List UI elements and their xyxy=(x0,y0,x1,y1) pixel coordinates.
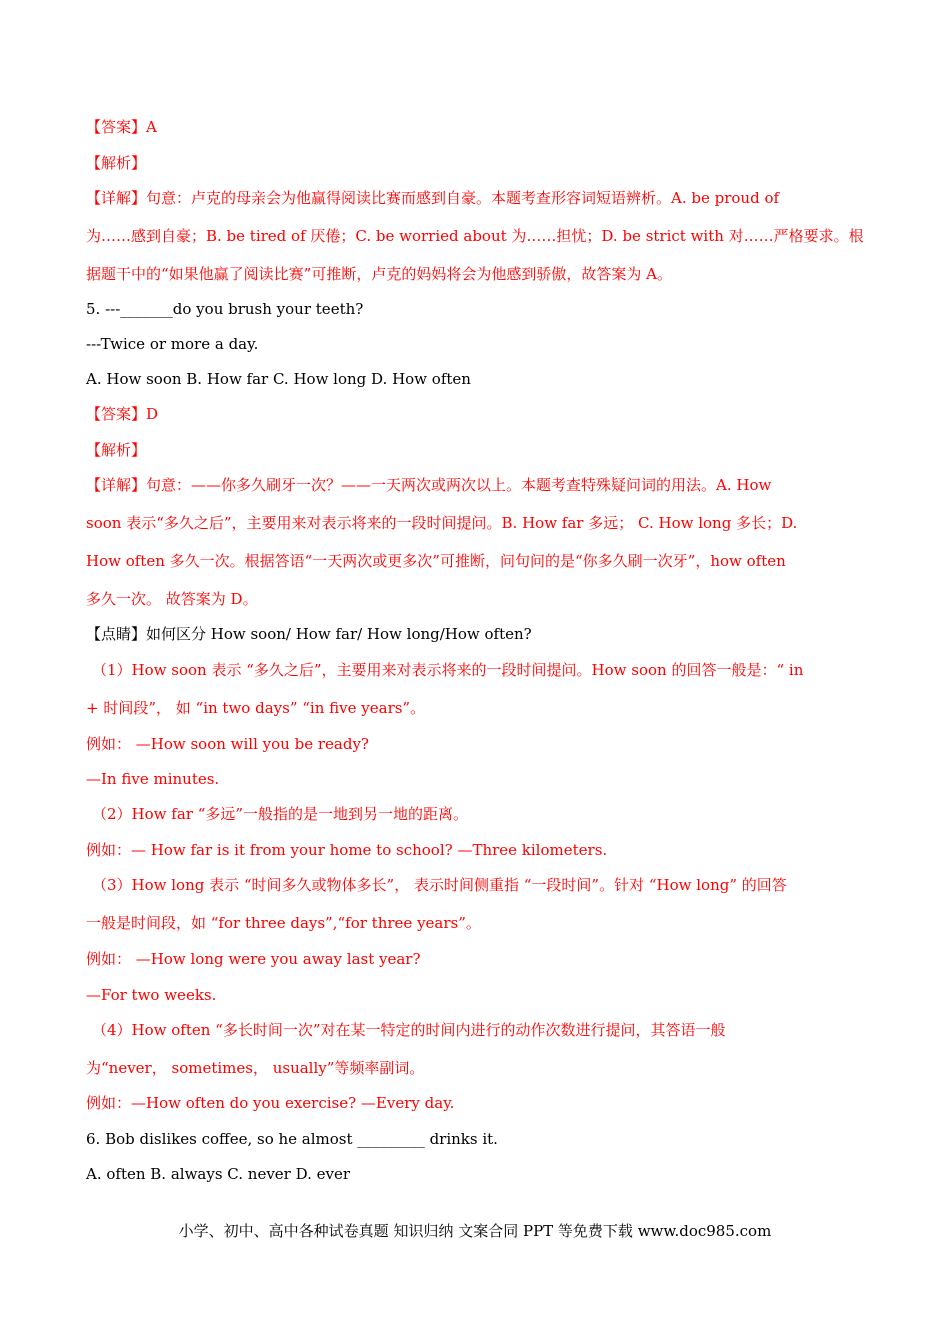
question-5-reply: ---Twice or more a day. xyxy=(86,335,259,353)
page-footer: 小学、初中、高中各种试卷真题 知识归纳 文案合同 PPT 等免费下载 www.doc985.com xyxy=(178,1222,772,1240)
tip-4-line-2: 为“never， sometimes， usually”等频率副词。 xyxy=(86,1059,425,1077)
tip-1-example-a: —In five minutes. xyxy=(86,770,220,788)
detail-line-q4-1: 【详解】句意：卢克的母亲会为他赢得阅读比赛而感到自豪。本题考查形容词短语辨析。A. be proud of xyxy=(86,189,780,207)
question-6: 6. Bob dislikes coffee, so he almost _________ drinks it. xyxy=(86,1130,498,1148)
detail-line-q5-4: 多久一次。 故答案为 D。 xyxy=(86,590,258,608)
analysis-label-q4: 【解析】 xyxy=(86,154,147,172)
tip-2-example: 例如：— How far is it from your home to school? —Three kilometers. xyxy=(86,841,608,859)
detail-line-q5-2: soon 表示“多久之后”，主要用来对表示将来的一段时间提问。B. How far 多远； C. How long 多长；D. xyxy=(86,514,798,532)
tip-3-line-1: （3）How long 表示 “时间多久或物体多长”， 表示时间侧重指 “一段时间”。针对 “How long” 的回答 xyxy=(92,876,787,894)
answer-label-q5: 【答案】D xyxy=(86,405,159,423)
tip-4-line-1: （4）How often “多长时间一次”对在某一特定的时间内进行的动作次数进行提问，其答语一般 xyxy=(92,1021,726,1039)
tip-3-example-a: —For two weeks. xyxy=(86,986,217,1004)
tip-1-example-q: 例如： —How soon will you be ready? xyxy=(86,735,369,753)
question-5-options: A. How soon B. How far C. How long D. How often xyxy=(86,370,471,388)
question-5: 5. ---_______do you brush your teeth? xyxy=(86,300,364,318)
answer-label-q4: 【答案】A xyxy=(86,118,157,136)
analysis-label-q5: 【解析】 xyxy=(86,441,147,459)
tip-4-example: 例如：—How often do you exercise? —Every day. xyxy=(86,1094,455,1112)
tip-2-line-1: （2）How far “多远”一般指的是一地到另一地的距离。 xyxy=(92,805,469,823)
detail-line-q4-3: 据题干中的“如果他赢了阅读比赛”可推断，卢克的妈妈将会为他感到骄傲，故答案为 A。 xyxy=(86,265,672,283)
tip-1-line-1: （1）How soon 表示 “多久之后”，主要用来对表示将来的一段时间提问。How soon 的回答一般是：“ in xyxy=(92,661,804,679)
question-6-options: A. often B. always C. never D. ever xyxy=(86,1165,351,1183)
tip-1-line-2: + 时间段”， 如 “in two days” “in five years”。 xyxy=(86,699,426,717)
detail-line-q5-1: 【详解】句意：——你多久刷牙一次？——一天两次或两次以上。本题考查特殊疑问词的用法。A. How xyxy=(86,476,772,494)
tip-3-example-q: 例如： —How long were you away last year? xyxy=(86,950,421,968)
detail-line-q5-3: How often 多久一次。根据答语“一天两次或更多次”可推断，问句问的是“你多久刷一次牙”，how often xyxy=(86,552,786,570)
tip-3-line-2: 一般是时间段，如 “for three days”,“for three years”。 xyxy=(86,914,481,932)
tip-heading: 【点睛】如何区分 How soon/ How far/ How long/How often? xyxy=(86,625,532,643)
detail-line-q4-2: 为……感到自豪；B. be tired of 厌倦；C. be worried about 为……担忧；D. be strict with 对……严格要求。根 xyxy=(86,227,864,245)
